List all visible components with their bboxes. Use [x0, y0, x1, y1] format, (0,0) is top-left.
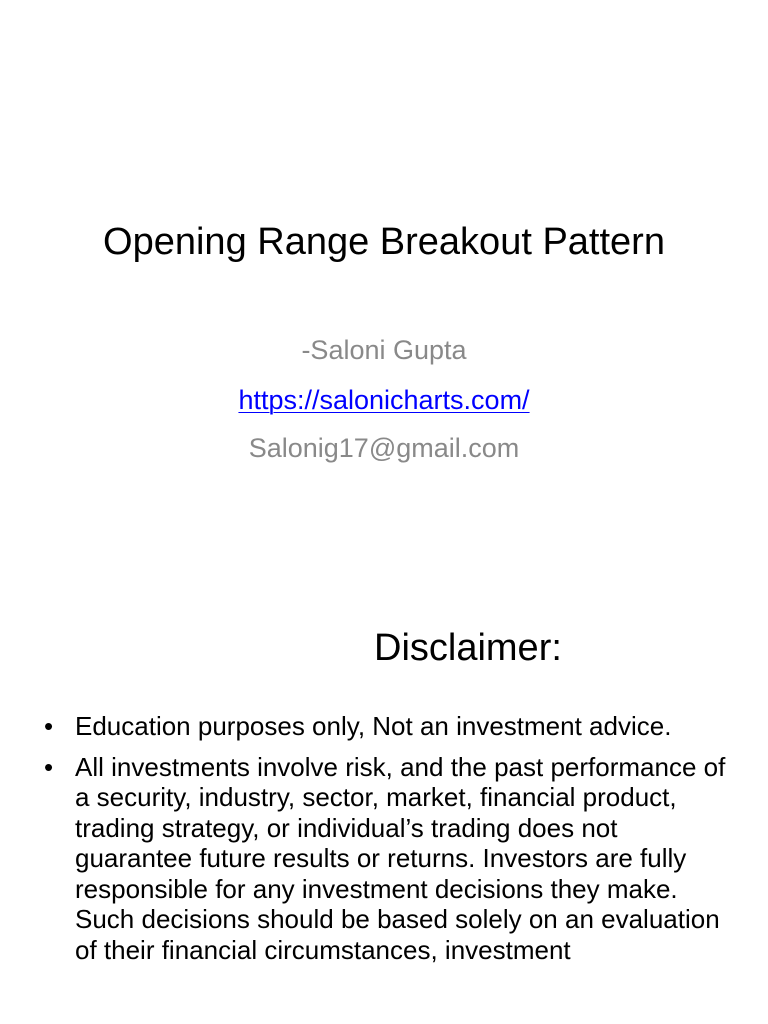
bullet-dot-icon: • [44, 751, 54, 782]
author-name: -Saloni Gupta [301, 335, 467, 365]
bullet-dot-icon: • [44, 711, 54, 741]
disclaimer-bullet [44, 752, 734, 966]
disclaimer-list [44, 711, 734, 975]
slide-title: Opening Range Breakout Pattern [103, 221, 665, 263]
website-line [0, 382, 768, 418]
bullet-text: All investments involve risk, and the past performance of a security, industry, sector, market, financial product, trading strategy, or individual’s trading does not guarantee future results or returns. Investors are fully responsible for any investment decisions they make. Such decisions should be based solely on an evaluation of their financial circumstances, investment [75, 751, 726, 965]
disclaimer-heading: Disclaimer: [374, 627, 562, 669]
email-address: Salonig17@gmail.com [248, 433, 520, 463]
disclaimer-slide [0, 576, 768, 1024]
disclaimer-bullet [44, 711, 734, 742]
bullet-text: Education purposes only, Not an investment advice. [75, 711, 672, 741]
website-link[interactable]: https://salonicharts.com/ [238, 385, 530, 415]
